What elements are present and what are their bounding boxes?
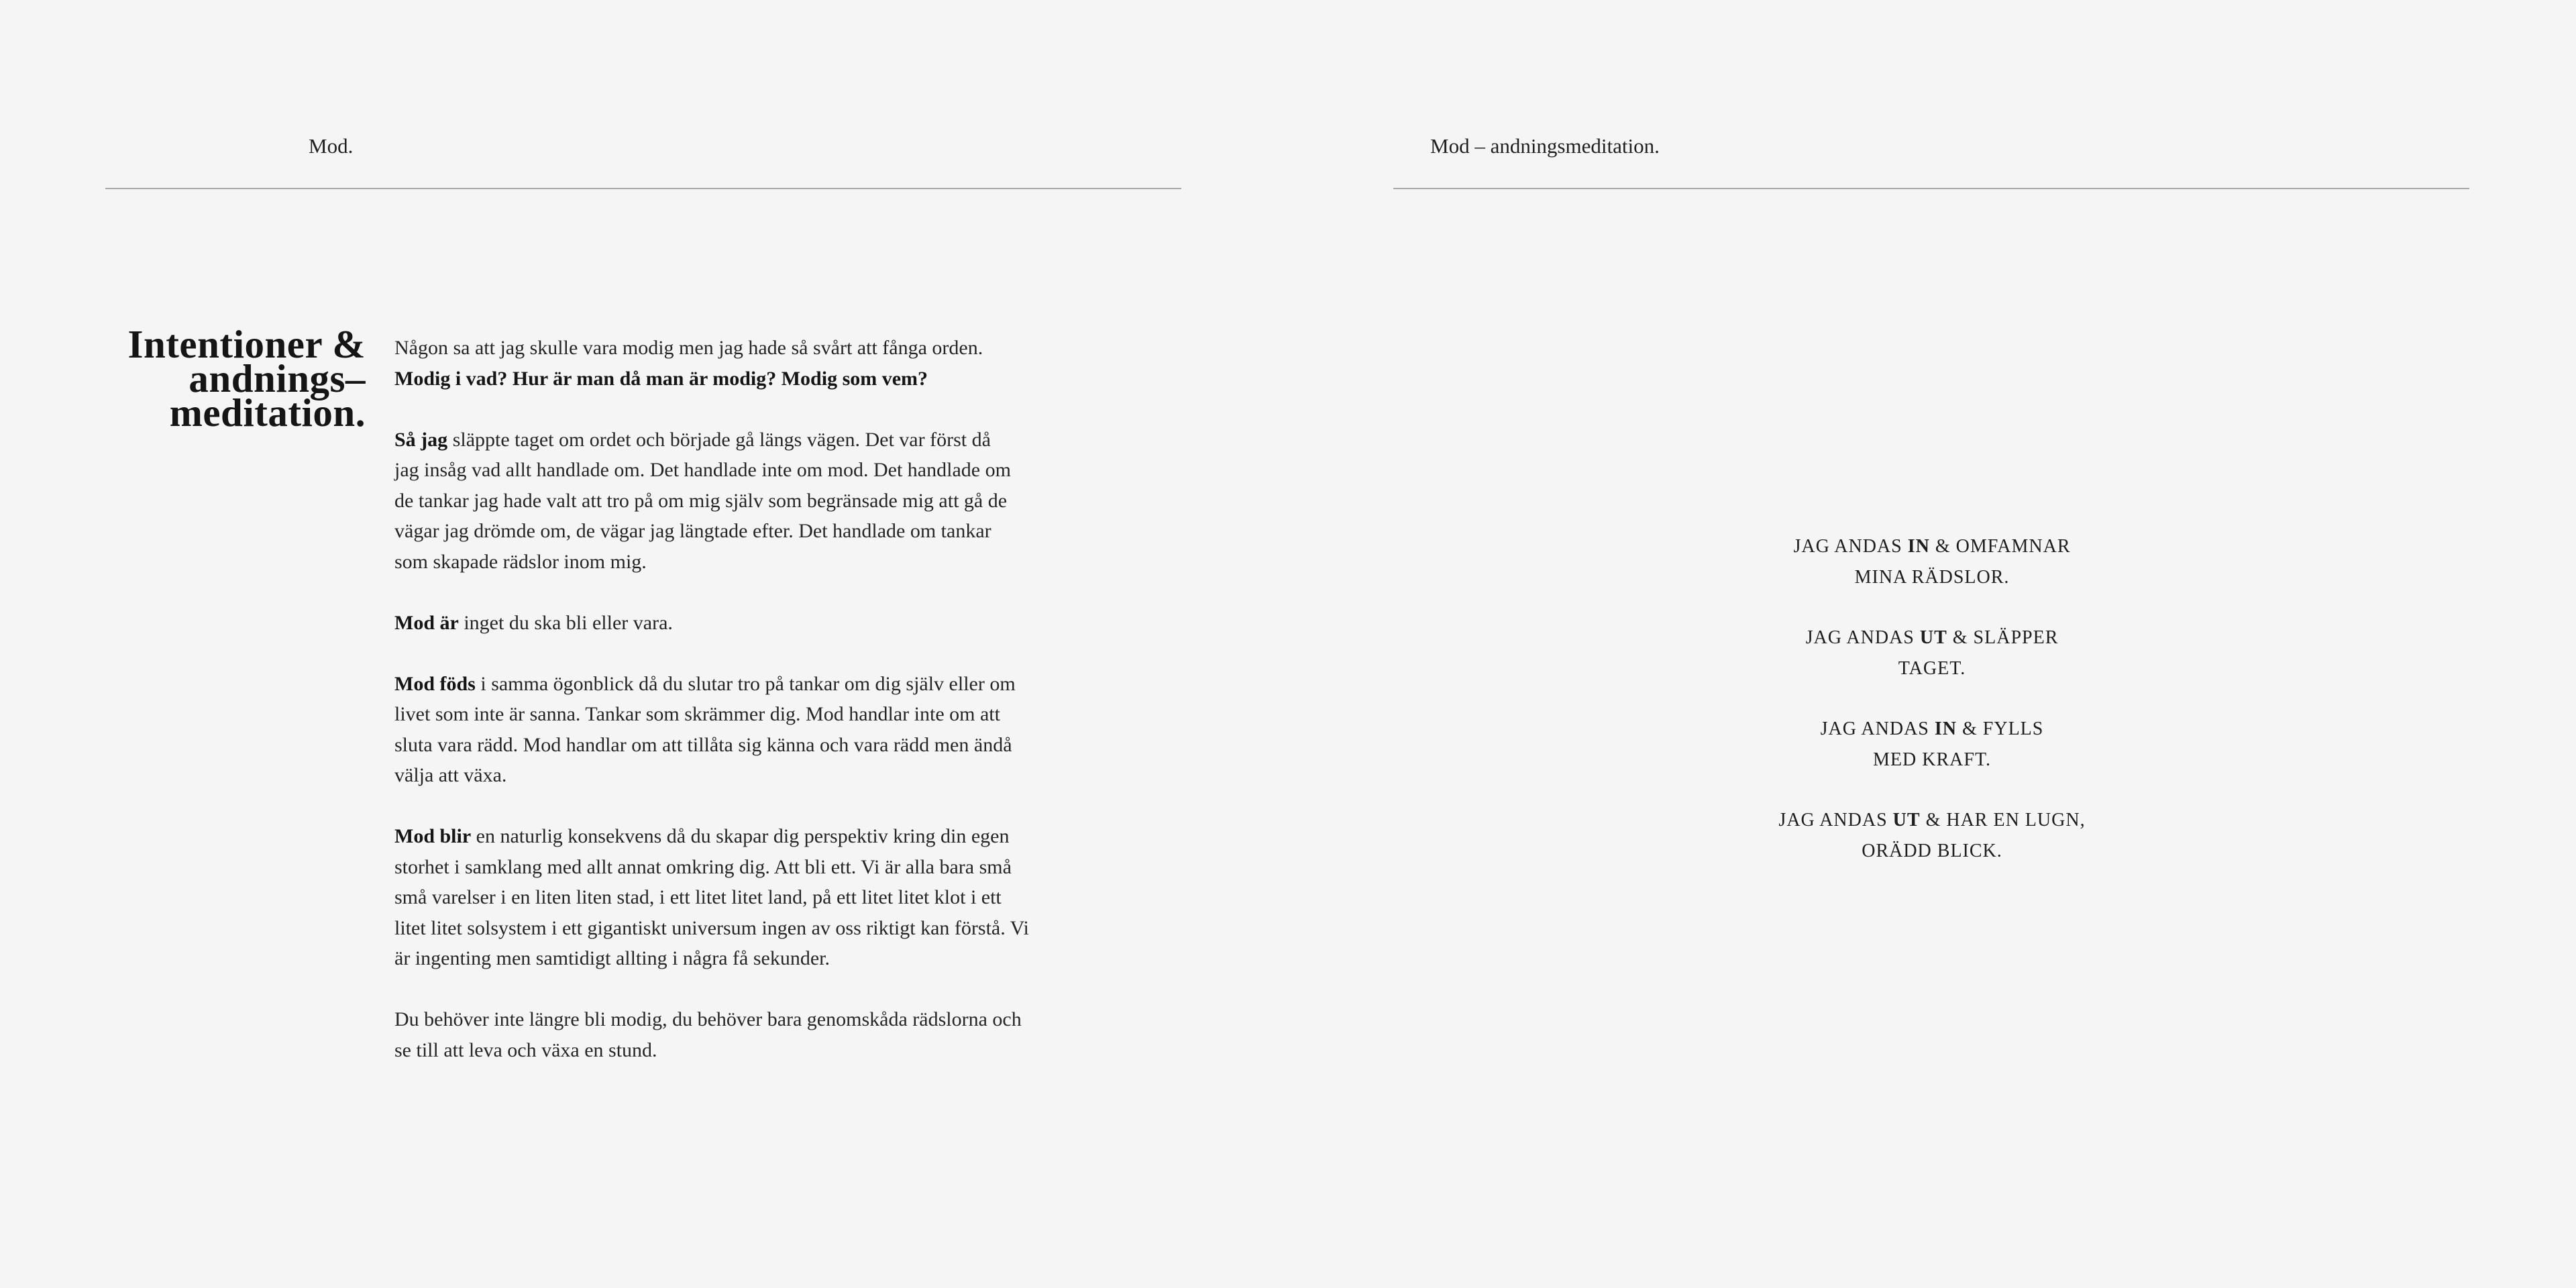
text-line xyxy=(394,943,1132,974)
text-segment: se till att leva och växa en stund. xyxy=(394,1038,657,1061)
emphasized-text: Mod föds xyxy=(394,672,476,695)
body-paragraph xyxy=(394,425,1132,578)
body-paragraph xyxy=(394,608,1132,639)
emphasized-text: Så jag xyxy=(394,428,448,451)
text-segment: JAG ANDAS xyxy=(1793,536,1908,557)
text-segment: Någon sa att jag skulle vara modig men jag hade så svårt att fånga orden. xyxy=(394,337,983,359)
text-line xyxy=(394,821,1132,852)
text-segment: MED KRAFT. xyxy=(1873,749,1991,770)
text-line xyxy=(394,516,1132,547)
text-line xyxy=(394,882,1132,913)
text-line xyxy=(1664,531,2200,562)
text-segment: & SLÄPPER xyxy=(1947,627,2059,648)
text-line xyxy=(394,547,1132,578)
text-segment: släppte taget om ordet och började gå längs vägen. Det var först då xyxy=(447,428,991,451)
text-segment: är ingenting men samtidigt allting i några få sekunder. xyxy=(394,947,830,969)
left-page-header: Mod. xyxy=(309,134,354,158)
text-segment: vägar jag drömde om, de vägar jag längtade efter. Det handlade om tankar xyxy=(394,520,991,542)
text-segment: livet som inte är sanna. Tankar som skrämmer dig. Mod handlar inte om att xyxy=(394,703,1000,725)
section-title-line: andnings– xyxy=(189,356,366,400)
text-line xyxy=(394,425,1132,455)
meditation-stanza xyxy=(1664,714,2200,775)
text-line xyxy=(394,730,1132,761)
text-segment: JAG ANDAS xyxy=(1778,810,1893,830)
text-segment: & HAR EN LUGN, xyxy=(1920,810,2086,830)
meditation-stanza xyxy=(1664,623,2200,684)
section-title xyxy=(67,322,366,435)
text-line xyxy=(1664,714,2200,745)
body-paragraph xyxy=(394,821,1132,974)
text-line xyxy=(394,760,1132,791)
text-segment: sluta vara rädd. Mod handlar om att tillåta sig känna och vara rädd men ändå xyxy=(394,733,1012,756)
text-segment: storhet i samklang med allt annat omkring dig. Att bli ett. Vi är alla bara små xyxy=(394,855,1012,878)
emphasized-text: UT xyxy=(1892,810,1921,830)
text-line xyxy=(394,608,1132,639)
emphasized-text: IN xyxy=(1907,536,1930,557)
text-segment: Du behöver inte längre bli modig, du behöver bara genomskåda rädslorna och xyxy=(394,1008,1022,1030)
text-line xyxy=(394,455,1132,486)
body-paragraph xyxy=(394,1004,1132,1065)
text-line xyxy=(1664,836,2200,867)
text-line xyxy=(394,852,1132,883)
emphasized-text: IN xyxy=(1934,718,1957,739)
emphasized-text: Modig i vad? Hur är man då man är modig? Modig som vem? xyxy=(394,367,928,390)
emphasized-text: Mod är xyxy=(394,611,459,634)
text-segment: & FYLLS xyxy=(1957,718,2044,739)
text-line xyxy=(394,913,1132,944)
right-header-divider xyxy=(1393,188,2469,189)
text-line xyxy=(1664,562,2200,593)
text-segment: JAG ANDAS xyxy=(1805,627,1920,648)
text-segment: JAG ANDAS xyxy=(1820,718,1935,739)
section-title-line: meditation. xyxy=(169,390,366,435)
text-line xyxy=(394,364,1132,394)
text-segment: TAGET. xyxy=(1898,658,1966,679)
text-line xyxy=(394,486,1132,517)
meditation-stanza xyxy=(1664,805,2200,867)
text-segment: inget du ska bli eller vara. xyxy=(458,611,673,634)
section-title-line: Intentioner & xyxy=(127,322,366,366)
text-line xyxy=(394,699,1132,730)
text-segment: litet litet solsystem i ett gigantiskt universum ingen av oss riktigt kan förstå. Vi xyxy=(394,916,1029,939)
text-segment: i samma ögonblick då du slutar tro på tankar om dig själv eller om xyxy=(475,672,1016,695)
breath-meditation xyxy=(1664,531,2200,896)
right-page-header: Mod – andningsmeditation. xyxy=(1430,134,1660,158)
body-paragraph xyxy=(394,669,1132,791)
text-segment: MINA RÄDSLOR. xyxy=(1854,567,2010,588)
left-header-divider xyxy=(105,188,1181,189)
text-segment: de tankar jag hade valt att tro på om mig själv som begränsade mig att gå de xyxy=(394,489,1008,512)
text-segment: ORÄDD BLICK. xyxy=(1862,841,2002,861)
emphasized-text: Mod blir xyxy=(394,825,472,847)
body-text xyxy=(394,333,1132,1096)
emphasized-text: UT xyxy=(1919,627,1947,648)
text-line xyxy=(1664,805,2200,836)
text-segment: & OMFAMNAR xyxy=(1929,536,2071,557)
text-line xyxy=(394,333,1132,364)
body-paragraph xyxy=(394,333,1132,394)
text-segment: som skapade rädslor inom mig. xyxy=(394,550,647,573)
text-line xyxy=(394,1035,1132,1066)
text-line xyxy=(1664,745,2200,775)
text-line xyxy=(1664,623,2200,653)
text-segment: små varelser i en liten liten stad, i ett litet litet land, på ett litet litet klot i ett xyxy=(394,886,1002,908)
text-line xyxy=(394,1004,1132,1035)
text-segment: välja att växa. xyxy=(394,764,507,786)
text-segment: jag insåg vad allt handlade om. Det handlade inte om mod. Det handlade om xyxy=(394,459,1011,481)
text-line xyxy=(394,669,1132,700)
text-segment: en naturlig konsekvens då du skapar dig perspektiv kring din egen xyxy=(471,825,1010,847)
meditation-stanza xyxy=(1664,531,2200,593)
text-line xyxy=(1664,653,2200,684)
